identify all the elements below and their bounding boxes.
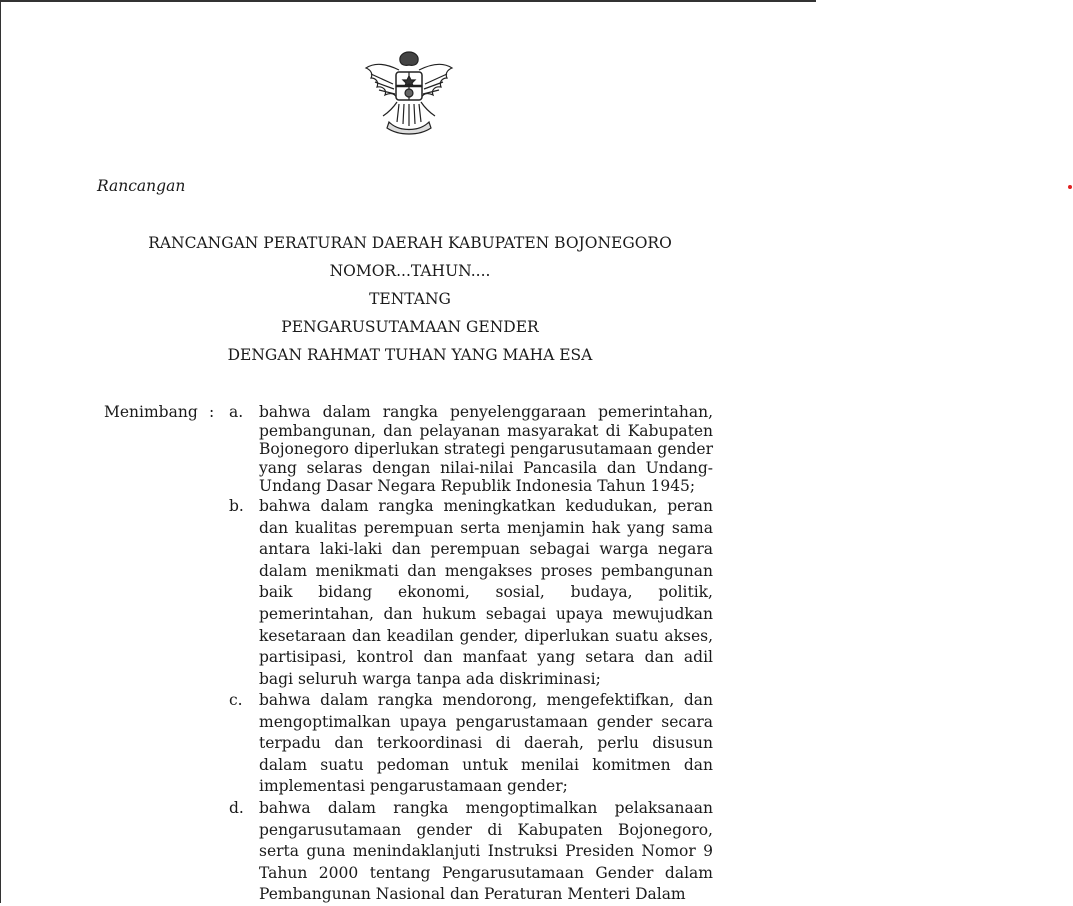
regulation-number: NOMOR...TAHUN.... <box>329 262 491 280</box>
about-label: TENTANG <box>369 290 451 308</box>
garuda-emblem-icon <box>363 46 455 138</box>
consideration-item-d <box>229 798 713 906</box>
item-letter: a. <box>229 403 244 421</box>
consideration-item-c <box>229 690 713 798</box>
item-letter: b. <box>229 497 244 515</box>
considerations-colon: : <box>209 403 215 421</box>
item-letter: d. <box>229 799 244 817</box>
item-text: bahwa dalam rangka meningkatkan kedudukan, peran dan kualitas perempuan serta menjamin hak yang sama antara laki-laki dan perempuan sebagai warga negara dalam menikmati dan mengakses proses pembangunan baik bidang ekonomi, sosial, budaya, politik, pemerintahan, dan hukum sebagai upaya mewujudkan kesetaraan dan keadilan gender, diperlukan suatu akses, partisipasi, kontrol dan manfaat yang setara dan adil bagi seluruh warga tanpa ada diskriminasi; <box>259 497 713 688</box>
item-text: bahwa dalam rangka mendorong, mengefektifkan, dan mengoptimalkan upaya pengarustamaan gender secara terpadu dan terkoordinasi di daerah, perlu disusun dalam suatu pedoman untuk menilai komitmen dan implementasi pengarustamaan gender; <box>259 691 713 796</box>
consideration-item-b <box>229 496 713 690</box>
regulation-title: RANCANGAN PERATURAN DAERAH KABUPATEN BOJONEGORO <box>148 234 672 252</box>
item-text: bahwa dalam rangka penyelenggaraan pemerintahan, pembangunan, dan pelayanan masyarakat di Kabupaten Bojonegoro diperlukan strategi pengarusutamaan gender yang selaras dengan nilai-nilai Pancasila dan Undang-Undang Dasar Negara Republik Indonesia Tahun 1945; <box>259 403 713 495</box>
item-text: bahwa dalam rangka mengoptimalkan pelaksanaan pengarusutamaan gender di Kabupaten Bojonegoro, serta guna menindaklanjuti Instruksi Presiden Nomor 9 Tahun 2000 tentang Pengarusutamaan Gender dalam Pembangunan Nasional dan Peraturan Menteri Dalam <box>259 799 713 904</box>
draft-label: Rancangan <box>97 177 186 195</box>
considerations-label: Menimbang <box>104 403 198 421</box>
red-marker-dot <box>1068 185 1072 189</box>
consideration-item-a <box>229 403 713 496</box>
regulation-subject: PENGARUSUTAMAAN GENDER <box>281 318 539 336</box>
item-letter: c. <box>229 691 243 709</box>
preamble-invocation: DENGAN RAHMAT TUHAN YANG MAHA ESA <box>227 346 593 364</box>
